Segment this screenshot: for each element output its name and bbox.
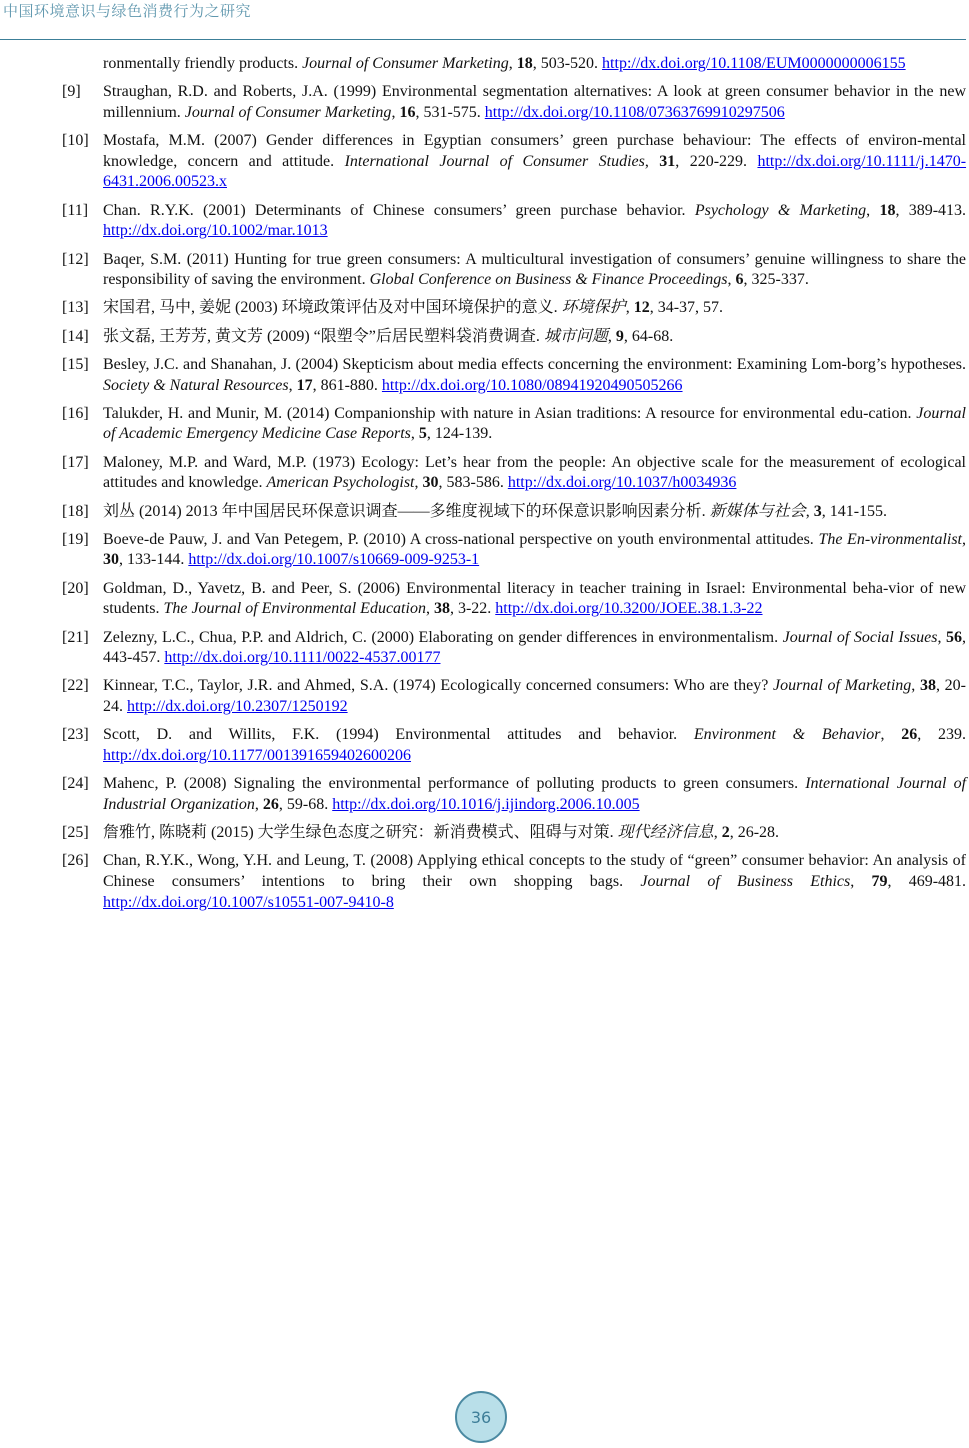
volume-number: 17 [296,376,313,394]
doi-link[interactable]: http://dx.doi.org/10.1177/001391659402600206 [103,746,412,764]
reference-segment: , [866,201,880,219]
reference-segment: Besley, J.C. and Shanahan, J. (2004) Skepticism about media effects concerning the environment: Examining Lom-borg’s hypotheses. [103,355,966,373]
reference-segment: , [911,677,920,695]
reference-text [103,628,966,669]
reference-segment: ronmentally friendly products. [103,55,303,72]
volume-number: 2 [721,824,730,842]
doi-link[interactable]: http://dx.doi.org/10.1111/0022-4537.00177 [164,649,441,667]
doi-link[interactable]: http://dx.doi.org/10.1080/08941920490505266 [381,376,683,394]
volume-number: 31 [659,152,676,170]
reference-segment: Mostafa, M.M. (2007) Gender differences in Egyptian consumers’ green purchase behaviour: The effects of environ-mental knowledge, concern and attitude. [103,132,966,170]
reference-segment: , [414,474,423,492]
reference-text [103,298,966,319]
reference-item [62,628,966,669]
volume-number: 30 [422,474,439,492]
reference-segment: , [508,55,517,72]
reference-number: [15] [62,355,89,373]
reference-segment: Boeve-de Pauw, J. and Van Petegem, P. (2010) A cross-national perspective on youth environmental attitudes. [103,530,819,548]
reference-number: [14] [62,327,89,345]
volume-number: 56 [946,628,963,646]
reference-number: [9] [62,83,81,101]
reference-segment: Kinnear, T.C., Taylor, J.R. and Ahmed, S.A. (1974) Ecologically concerned consumers: Who are they? [103,677,774,695]
reference-number: [10] [62,132,89,150]
reference-segment: , [805,502,814,520]
reference-item [62,404,966,445]
journal-title: Journal of Social Issues [782,628,938,646]
reference-segment: , [713,824,722,842]
reference-segment: Straughan, R.D. and Roberts, J.A. (1999) Environmental segmentation alternatives: A look at green consumer behavior in the new millennium. [103,83,966,121]
reference-segment: , [410,425,419,443]
reference-segment: 张文磊, 王芳芳, 黄文芳 (2009) “限塑令”后居民塑料袋消费调查. [103,327,544,345]
reference-segment: Goldman, D., Yavetz, B. and Peer, S. (2006) Environmental literacy in teacher training in Israel: Environmental beha-vior of new students. [103,579,966,618]
journal-title: 环境保护 [561,299,626,317]
reference-segment: , 59-68. [278,795,333,813]
volume-number: 18 [879,201,896,219]
reference-number: [18] [62,502,89,520]
reference-segment: , 34-37, 57. [649,299,724,317]
reference-text [103,355,966,396]
doi-link[interactable]: http://dx.doi.org/10.1007/s10669-009-9253-1 [188,551,480,569]
journal-title: Environment & Behavior [693,726,881,744]
reference-segment: Mahenc, P. (2008) Signaling the environmental performance of polluting products to green consumers. [103,775,806,793]
reference-item [62,250,966,291]
reference-segment: Scott, D. and Willits, F.K. (1994) Environmental attitudes and behavior. [103,726,694,744]
journal-title: 现代经济信息 [617,824,714,842]
volume-number: 16 [399,103,416,121]
journal-title: Journal of Academic Emergency Medicine Case Reports [103,404,966,443]
volume-number: 38 [433,600,450,618]
reference-item [62,54,966,75]
journal-title: International Journal of Consumer Studies [344,152,645,170]
reference-item [62,355,966,396]
reference-segment: , 220-229. [675,152,758,170]
journal-title: Journal of Business Ethics [640,872,851,890]
journal-title: 城市问题 [543,327,608,345]
reference-item [62,201,966,242]
volume-number: 26 [262,795,279,813]
reference-number: [21] [62,628,89,646]
reference-text [103,676,966,717]
reference-text [103,530,966,571]
reference-text [103,327,966,348]
reference-segment: , [625,299,634,317]
reference-segment: , [962,530,967,548]
reference-number: [20] [62,579,89,597]
journal-title: Journal of Consumer Marketing [302,55,509,72]
reference-text [103,823,966,844]
reference-item [62,774,966,815]
volume-number: 30 [103,551,119,569]
volume-number: 18 [516,55,533,72]
reference-segment: 詹雅竹, 陈晓莉 (2015) 大学生绿色态度之研究：新消费模式、阻碍与对策. [103,824,618,842]
volume-number: 38 [919,677,936,695]
reference-number: [19] [62,530,89,548]
page-number-badge: 36 [455,1391,507,1443]
reference-text [103,851,966,913]
journal-title: Society & Natural Resources [103,376,289,394]
reference-segment: , 583-586. [438,474,508,492]
reference-segment: Chan. R.Y.K. (2001) Determinants of Chinese consumers’ green purchase behavior. [103,201,695,219]
reference-segment: , 531-575. [415,103,485,121]
reference-segment: , [937,628,947,646]
reference-segment: , [850,872,872,890]
reference-item [62,851,966,913]
reference-text [103,404,966,445]
reference-text [103,774,966,815]
reference-segment: , 64-68. [623,327,674,345]
reference-number: [13] [62,299,89,317]
doi-link[interactable]: http://dx.doi.org/10.1037/h0034936 [507,474,737,492]
reference-text [103,725,966,766]
reference-item [62,453,966,494]
doi-link[interactable]: http://dx.doi.org/10.1111/j.1470-6431.2006.00523.x [103,152,967,191]
journal-title: Journal of Consumer Marketing [184,103,392,121]
reference-segment: 刘丛 (2014) 2013 年中国居民环保意识调查——多维度视域下的环保意识影响因素分析. [103,502,710,520]
volume-number: 6 [735,271,744,289]
reference-segment: , [254,795,263,813]
reference-item [62,823,966,844]
reference-segment: , [607,327,616,345]
running-header: 中国环境意识与绿色消费行为之研究 [3,2,252,20]
reference-segment: Zelezny, L.C., Chua, P.P. and Aldrich, C. (2000) Elaborating on gender differences in environmentalism. [103,628,783,646]
reference-segment: , 239. [917,726,967,744]
reference-segment: Talukder, H. and Munir, M. (2014) Companionship with nature in Asian traditions: A resource for environmental edu-cation. [103,404,917,422]
reference-segment: Chan, R.Y.K., Wong, Y.H. and Leung, T. (2008) Applying ethical concepts to the study of “green” consumer behavior: An analysis of Chinese consumers’ intentions to bring their own shopping bags. [103,852,966,890]
volume-number: 26 [901,726,918,744]
reference-number: [12] [62,250,89,268]
reference-number [62,54,103,75]
doi-link[interactable]: http://dx.doi.org/10.1007/s10551-007-9410-8 [103,893,394,911]
reference-text [103,579,966,620]
volume-number: 9 [615,327,624,345]
reference-segment: , [644,152,660,170]
reference-text [103,131,966,193]
reference-segment: , 133-144. [119,551,189,569]
journal-title: Global Conference on Business & Finance Proceedings [369,271,728,289]
reference-segment: , 443-457. [103,628,967,667]
doi-link[interactable]: http://dx.doi.org/10.1016/j.ijindorg.2006.10.005 [332,795,640,813]
reference-segment: , [391,103,400,121]
reference-segment: , 861-880. [312,376,382,394]
reference-segment: , 469-481. [887,872,967,890]
reference-segment: , 20-24. [103,677,967,716]
reference-item [62,579,966,620]
reference-number: [11] [62,201,89,219]
reference-segment: , [727,271,736,289]
reference-number: [24] [62,775,89,793]
reference-item [62,82,966,123]
reference-item [62,131,966,193]
doi-link[interactable]: http://dx.doi.org/10.2307/1250192 [127,698,348,716]
reference-item [62,530,966,571]
reference-text [103,82,966,123]
reference-segment: 宋国君, 马中, 姜妮 (2003) 环境政策评估及对中国环境保护的意义. [103,299,562,317]
doi-link[interactable]: http://dx.doi.org/10.1108/07363769910297506 [484,103,785,121]
reference-item [62,725,966,766]
volume-number: 3 [813,502,822,520]
reference-segment: , [880,726,902,744]
reference-segment: , 503-520. [532,55,603,72]
doi-link[interactable]: http://dx.doi.org/10.3200/JOEE.38.1.3-22 [495,600,763,618]
reference-number: [25] [62,824,89,842]
volume-number: 12 [633,299,650,317]
reference-segment: , 325-337. [743,271,809,289]
reference-segment: , 124-139. [426,425,493,443]
reference-segment: , [288,376,297,394]
reference-list [62,54,966,921]
reference-segment: , [425,600,434,618]
reference-item [62,298,966,319]
doi-link[interactable]: http://dx.doi.org/10.1002/mar.1013 [103,222,328,240]
reference-text [103,201,966,242]
reference-segment: , 26-28. [729,824,780,842]
journal-title: Journal of Marketing [773,677,912,695]
reference-segment: Baqer, S.M. (2011) Hunting for true green consumers: A multicultural investigation of consumers’ genuine willingness to share the responsibility of saving the environment. [103,250,966,289]
reference-segment: , 3-22. [449,600,496,618]
reference-item [62,327,966,348]
journal-title: The En-vironmentalist [818,530,963,548]
volume-number: 5 [418,425,427,443]
reference-number: [26] [62,852,89,870]
reference-segment: , 389-413. [895,201,967,219]
reference-number: [23] [62,726,89,744]
reference-number: [16] [62,404,89,422]
reference-text [103,453,966,494]
reference-text [103,502,966,523]
reference-number: [17] [62,453,89,471]
reference-text [103,250,966,291]
journal-title: International Journal of Industrial Organization [103,775,967,813]
doi-link[interactable]: http://dx.doi.org/10.1108/EUM0000000006155 [602,55,906,72]
reference-segment: Maloney, M.P. and Ward, M.P. (1973) Ecology: Let’s hear from the people: An objective scale for the measurement of ecological attitudes and knowledge. [103,453,966,492]
reference-item [62,676,966,717]
journal-title: Psychology & Marketing [694,201,867,219]
reference-number: [22] [62,677,89,695]
reference-item [62,502,966,523]
volume-number: 79 [871,872,888,890]
journal-title: The Journal of Environmental Education [163,600,426,618]
reference-text [103,54,966,75]
reference-segment: , 141-155. [821,502,888,520]
journal-title: 新媒体与社会 [709,502,806,520]
journal-title: American Psychologist [266,474,415,492]
header-rule [0,39,966,40]
